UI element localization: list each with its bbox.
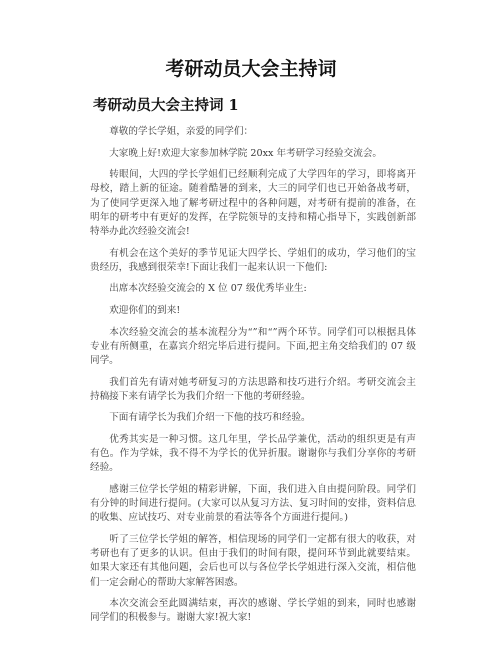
paragraph-greeting: 欢迎你们的到来! (109, 304, 181, 316)
paragraph-introduction: 转眼间，大四的学长学姐们已经顺利完成了大学四年的学习，即将离开母校，踏上新的征途。随着酷暑的到来，大三的同学们也已开始备战考研，为了使同学更深入地了解考研过程中的各种问题，对考研有提前的准备，在明年的研考中有更好的发挥，在学院领导的支持和精心指导下，实践创新部特举办此次经验交流会! (90, 169, 416, 237)
paragraph-welcome: 大家晚上好!欢迎大家参加林学院 20xx 年考研学习经验交流会。 (109, 147, 383, 159)
paragraph-honor: 有机会在这个美好的季节见证大四学长、学姐们的成功，学习他们的宝贵经历，我感到很荣幸!下面让我们一起来认识一下他们: (90, 247, 416, 273)
document-title: 考研动员大会主持词 (165, 58, 337, 80)
paragraph-praise: 优秀其实是一种习惯。这几年里，学长品学兼优，活动的组织更是有声有色。作为学妹，我不得不为学长的优异折服。谢谢你与我们分享你的考研经验。 (90, 433, 416, 474)
paragraph-qa: 感谢三位学长学姐的精彩讲解，下面，我们进入自由提问阶段。同学们有分钟的时间进行提问。(大家可以从复习方法、复习时间的安排，资料信息的收集、应试技巧、对专业前景的看法等各个方面进行提问。) (90, 483, 416, 524)
paragraph-salutation: 尊敬的学长学姐，亲爱的同学们： (109, 126, 254, 137)
paragraph-guests: 出席本次经验交流会的 X 位 07 级优秀毕业生: (109, 283, 307, 295)
paragraph-first-speaker: 我们首先有请对她考研复习的方法思路和技巧进行介绍。考研交流会主持稿接下来有请学长为我们介绍一下他的考研经验。 (90, 376, 416, 402)
document-body (90, 125, 416, 633)
section-heading: 考研动员大会主持词 1 (93, 97, 239, 114)
paragraph-qa-closing: 听了三位学长学姐的解答，相信现场的同学们一定都有很大的收获，对考研也有了更多的认识。但由于我们的时间有限，提问环节到此就要结束。如果大家还有其他问题，会后也可以与各位学长学姐进行深入交流，相信他们一定会耐心的帮助大家解答困惑。 (90, 533, 416, 588)
paragraph-process: 本次经验交流会的基本流程分为“”和“”两个环节。同学们可以根据具体专业有所侧重，在嘉宾介绍完毕后进行提问。下面,把主角交给我们的 07 级同学。 (90, 326, 416, 366)
paragraph-next-speaker: 下面有请学长为我们介绍一下他的技巧和经验。 (109, 412, 311, 424)
paragraph-closing: 本次交流会至此圆满结束，再次的感谢、学长学姐的到来，同时也感谢同学们的积极参与。谢谢大家!祝大家! (90, 598, 416, 624)
